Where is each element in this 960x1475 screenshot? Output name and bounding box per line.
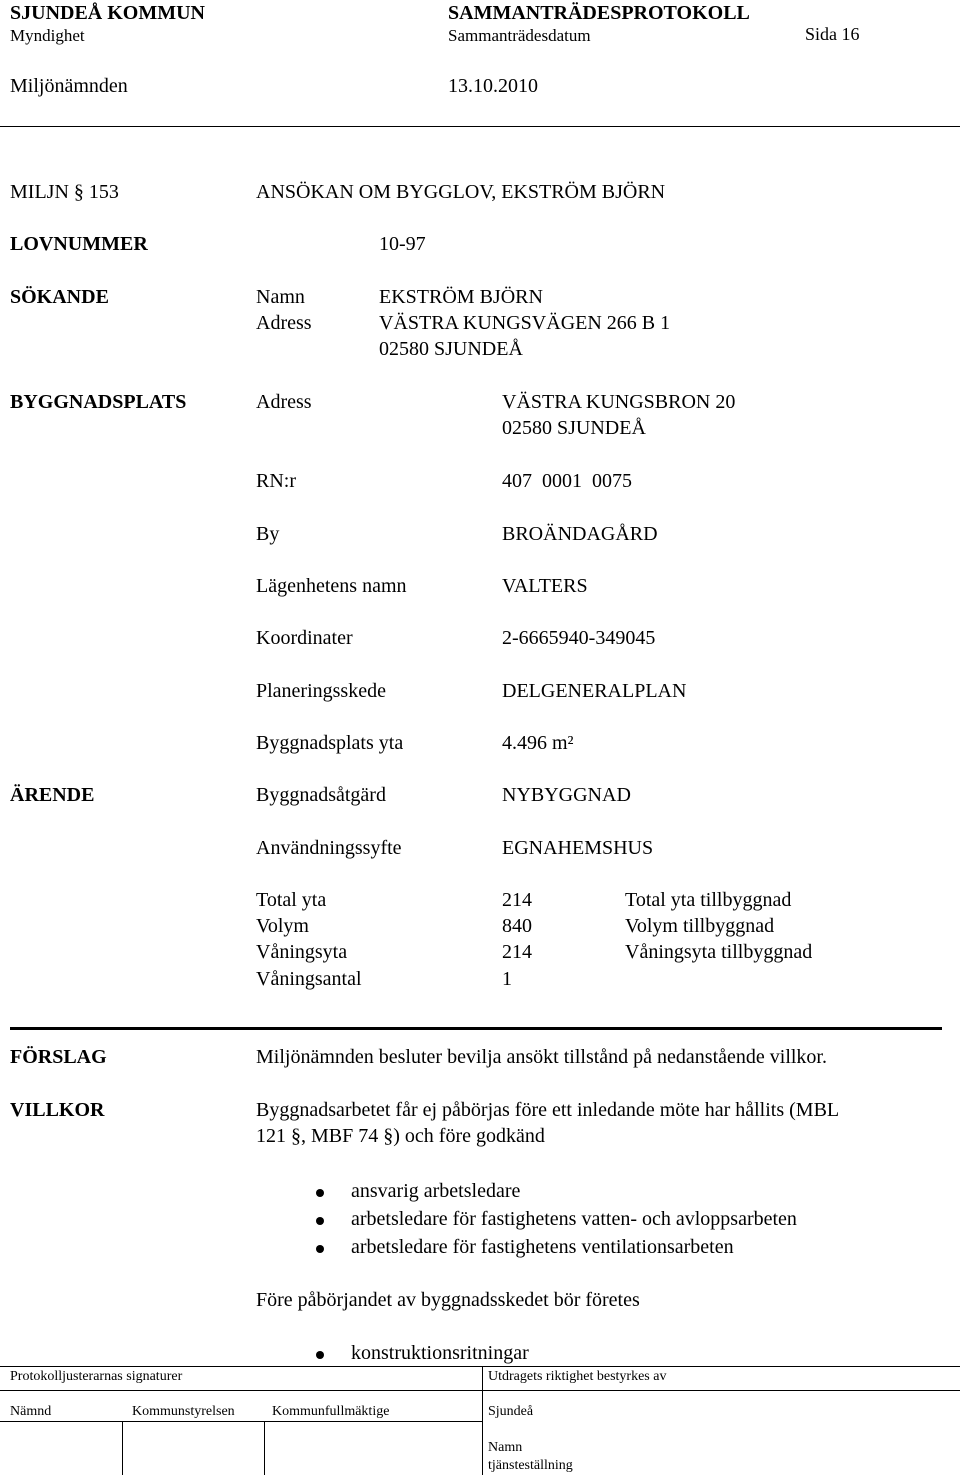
conditions-label: VILLKOR: [10, 1099, 105, 1121]
area-extra: Våningsyta tillbyggnad: [625, 941, 813, 963]
bullet-icon: [316, 1189, 324, 1197]
footer-name-label: Namn: [488, 1440, 523, 1455]
date-label: Sammanträdesdatum: [448, 26, 591, 45]
site-plan-label: Planeringsskede: [256, 680, 386, 702]
condition-item: konstruktionsritningar: [351, 1342, 529, 1364]
area-extra: Total yta tillbyggnad: [625, 889, 792, 911]
condition-item: ansvarig arbetsledare: [351, 1180, 521, 1202]
conditions-text-line2: 121 §, MBF 74 §) och före godkänd: [256, 1125, 545, 1147]
site-estate-label: Lägenhetens namn: [256, 575, 407, 597]
matter-action-label: Byggnadsåtgärd: [256, 784, 386, 806]
case-number: MILJN § 153: [10, 181, 119, 203]
site-postal: 02580 SJUNDEÅ: [502, 417, 646, 439]
authority-label: Myndighet: [10, 26, 85, 45]
area-value: 1: [502, 968, 512, 990]
page-number: Sida 16: [805, 24, 860, 44]
permit-number: 10-97: [379, 233, 426, 255]
site-coords: 2-6665940-349045: [502, 627, 656, 649]
site-coords-label: Koordinater: [256, 627, 353, 649]
footer-col-divider: [264, 1421, 265, 1475]
applicant-label: SÖKANDE: [10, 286, 109, 308]
matter-label: ÄRENDE: [10, 784, 95, 806]
verify-label: Utdragets riktighet bestyrkes av: [488, 1369, 667, 1384]
footer-place: Sjundeå: [488, 1404, 534, 1419]
site-label: BYGGNADSPLATS: [10, 391, 187, 413]
footer-top-line: [0, 1366, 960, 1367]
case-title: ANSÖKAN OM BYGGLOV, EKSTRÖM BJÖRN: [256, 181, 666, 203]
site-address: VÄSTRA KUNGSBRON 20: [502, 391, 736, 413]
signature-label: Protokolljusterarnas signaturer: [10, 1369, 183, 1384]
area-value: 840: [502, 915, 532, 937]
proposal-text: Miljönämnden besluter bevilja ansökt tillstånd på nedanstående villkor.: [256, 1046, 827, 1068]
site-village-label: By: [256, 523, 280, 545]
applicant-name: EKSTRÖM BJÖRN: [379, 286, 543, 308]
area-value: 214: [502, 889, 532, 911]
doc-type: SAMMANTRÄDESPROTOKOLL: [448, 2, 750, 24]
condition-item: arbetsledare för fastighetens vatten- och avloppsarbeten: [351, 1208, 797, 1230]
area-label: Våningsyta: [256, 941, 348, 963]
footer-divider: [482, 1366, 483, 1475]
footer-mid-line: [0, 1390, 960, 1391]
site-plan: DELGENERALPLAN: [502, 680, 687, 702]
proposal-label: FÖRSLAG: [10, 1046, 107, 1068]
site-area: 4.496 m²: [502, 732, 574, 754]
area-extra: Volym tillbyggnad: [625, 915, 775, 937]
bullet-icon: [316, 1217, 324, 1225]
site-village: BROÄNDAGÅRD: [502, 523, 658, 545]
authority: Miljönämnden: [10, 75, 128, 97]
site-rn-label: RN:r: [256, 470, 296, 492]
footer-col-executive: Kommunstyrelsen: [132, 1404, 235, 1419]
matter-purpose: EGNAHEMSHUS: [502, 837, 654, 859]
matter-purpose-label: Användningssyfte: [256, 837, 402, 859]
before-text: Före påbörjandet av byggnadsskedet bör företes: [256, 1289, 640, 1311]
footer-sign-line: [0, 1421, 482, 1422]
bullet-icon: [316, 1351, 324, 1359]
meeting-date: 13.10.2010: [448, 75, 538, 97]
applicant-address-line2: 02580 SJUNDEÅ: [379, 338, 523, 360]
area-value: 214: [502, 941, 532, 963]
footer-title-label: tjänsteställning: [488, 1458, 573, 1473]
permit-label: LOVNUMMER: [10, 233, 148, 255]
area-label: Våningsantal: [256, 968, 362, 990]
site-address-label: Adress: [256, 391, 312, 413]
bullet-icon: [316, 1245, 324, 1253]
condition-item: arbetsledare för fastighetens ventilationsarbeten: [351, 1236, 734, 1258]
matter-action: NYBYGGNAD: [502, 784, 631, 806]
org-name: SJUNDEÅ KOMMUN: [10, 2, 205, 24]
applicant-address-label: Adress: [256, 312, 312, 334]
footer-col-council: Kommunfullmäktige: [272, 1404, 390, 1419]
area-label: Total yta: [256, 889, 327, 911]
site-area-label: Byggnadsplats yta: [256, 732, 404, 754]
site-estate: VALTERS: [502, 575, 588, 597]
footer-col-divider: [122, 1421, 123, 1475]
section-divider: [10, 1027, 942, 1030]
area-label: Volym: [256, 915, 309, 937]
applicant-address-line1: VÄSTRA KUNGSVÄGEN 266 B 1: [379, 312, 671, 334]
site-rn: 407 0001 0075: [502, 470, 632, 492]
header-divider: [0, 126, 960, 127]
footer-col-board: Nämnd: [10, 1404, 52, 1419]
conditions-text-line1: Byggnadsarbetet får ej påbörjas före ett inledande möte har hållits (MBL: [256, 1099, 840, 1121]
applicant-name-label: Namn: [256, 286, 305, 308]
